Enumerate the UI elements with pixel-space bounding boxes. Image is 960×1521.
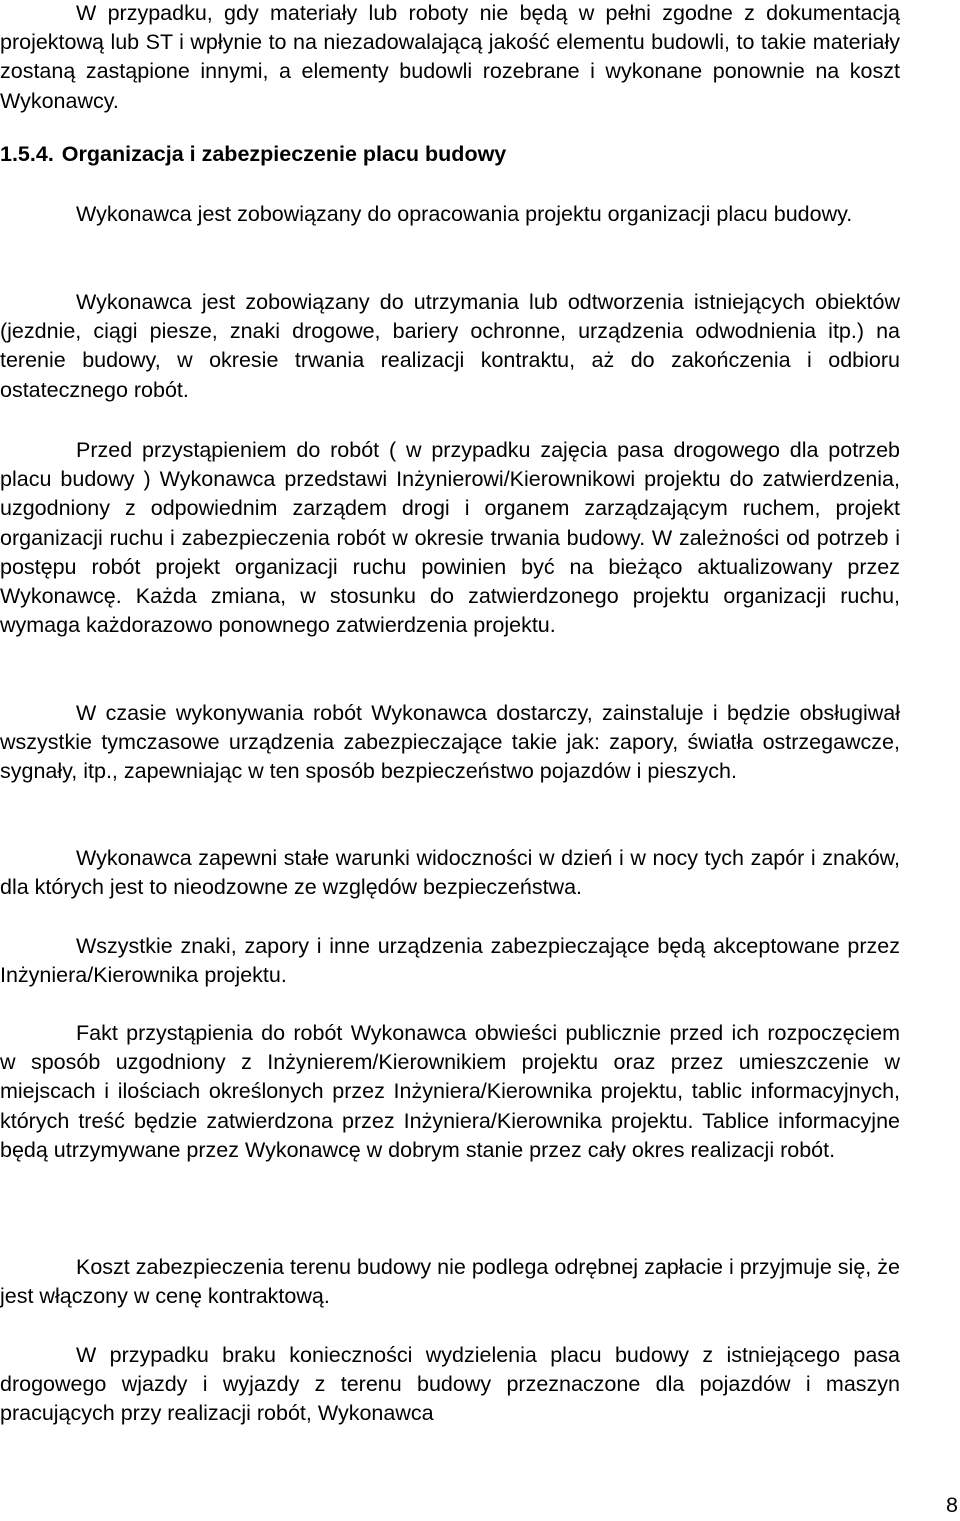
paragraph-visibility: Wykonawca zapewni stałe warunki widoczności w dzień i w nocy tych zapór i znaków, dla których jest to nieodzowne ze względów bezpieczeństwa. xyxy=(0,846,900,900)
paragraph-entrances-exits: W przypadku braku konieczności wydzielenia placu budowy z istniejącego pasa drogowego wjazdy i wyjazdy z terenu budowy przeznaczone dla pojazdów i maszyn pracujących przy realizacji robót, Wykonawca xyxy=(0,1343,900,1426)
paragraph-materials-replacement: W przypadku, gdy materiały lub roboty nie będą w pełni zgodne z dokumentacją projektową lub ST i wpłynie to na niezadowalającą jakość elementu budowli, to takie materiały zostaną zastąpione innymi, a elementy budowli rozebrane i wykonane ponownie na koszt Wykonawcy. xyxy=(0,1,900,113)
paragraph-signs-acceptance: Wszystkie znaki, zapory i inne urządzenia zabezpieczające będą akceptowane przez Inżyniera/Kierownika projektu. xyxy=(0,934,900,988)
paragraph-information-boards: Fakt przystąpienia do robót Wykonawca obwieści publicznie przed ich rozpoczęciem w sposób uzgodniony z Inżynierem/Kierownikiem projektu oraz przez umieszczenie w miejscach i ilościach określonych przez Inżyniera/Kierownika projektu, tablic informacyjnych, których treść będzie zatwierdzona przez Inżyniera/Kierownika projektu. Tablice informacyjne będą utrzymywane przez Wykonawcę w dobrym stanie przez cały okres realizacji robót. xyxy=(0,1021,900,1162)
paragraph-security-cost: Koszt zabezpieczenia terenu budowy nie podlega odrębnej zapłacie i przyjmuje się, że jest włączony w cenę kontraktową. xyxy=(0,1255,900,1309)
section-title: Organizacja i zabezpieczenie placu budowy xyxy=(61,142,507,166)
paragraph-existing-objects: Wykonawca jest zobowiązany do utrzymania lub odtworzenia istniejących obiektów (jezdnie, ciągi piesze, znaki drogowe, bariery ochronne, urządzenia odwodnienia itp.) na terenie budowy, w okresie trwania realizacji kontraktu, aż do zakończenia i odbioru ostatecznego robót. xyxy=(0,290,900,402)
paragraph-traffic-organization: Przed przystąpieniem do robót ( w przypadku zajęcia pasa drogowego dla potrzeb placu budowy ) Wykonawca przedstawi Inżynierowi/Kierownikowi projektu do zatwierdzenia, uzgodniony z odpowiednim zarządem drogi i organem zarządzającym ruchem, projekt organizacji ruchu i zabezpieczenia robót w okresie trwania budowy. W zależności od potrzeb i postępu robót projekt organizacji ruchu powinien być na bieżąco aktualizowany przez Wykonawcę. Każda zmiana, w stosunku do zatwierdzonego projektu organizacji ruchu, wymaga każdorazowo ponownego zatwierdzenia projektu. xyxy=(0,438,900,638)
paragraph-temporary-devices: W czasie wykonywania robót Wykonawca dostarczy, zainstaluje i będzie obsługiwał wszystkie tymczasowe urządzenia zabezpieczające takie jak: zapory, światła ostrzegawcze, sygnały, itp., zapewniając w ten sposób bezpieczeństwo pojazdów i pieszych. xyxy=(0,701,900,784)
section-number: 1.5.4. xyxy=(0,142,54,166)
page-number: 8 xyxy=(946,1493,958,1517)
paragraph-site-organization-project: Wykonawca jest zobowiązany do opracowania projektu organizacji placu budowy. xyxy=(76,202,853,226)
section-heading xyxy=(0,140,506,169)
